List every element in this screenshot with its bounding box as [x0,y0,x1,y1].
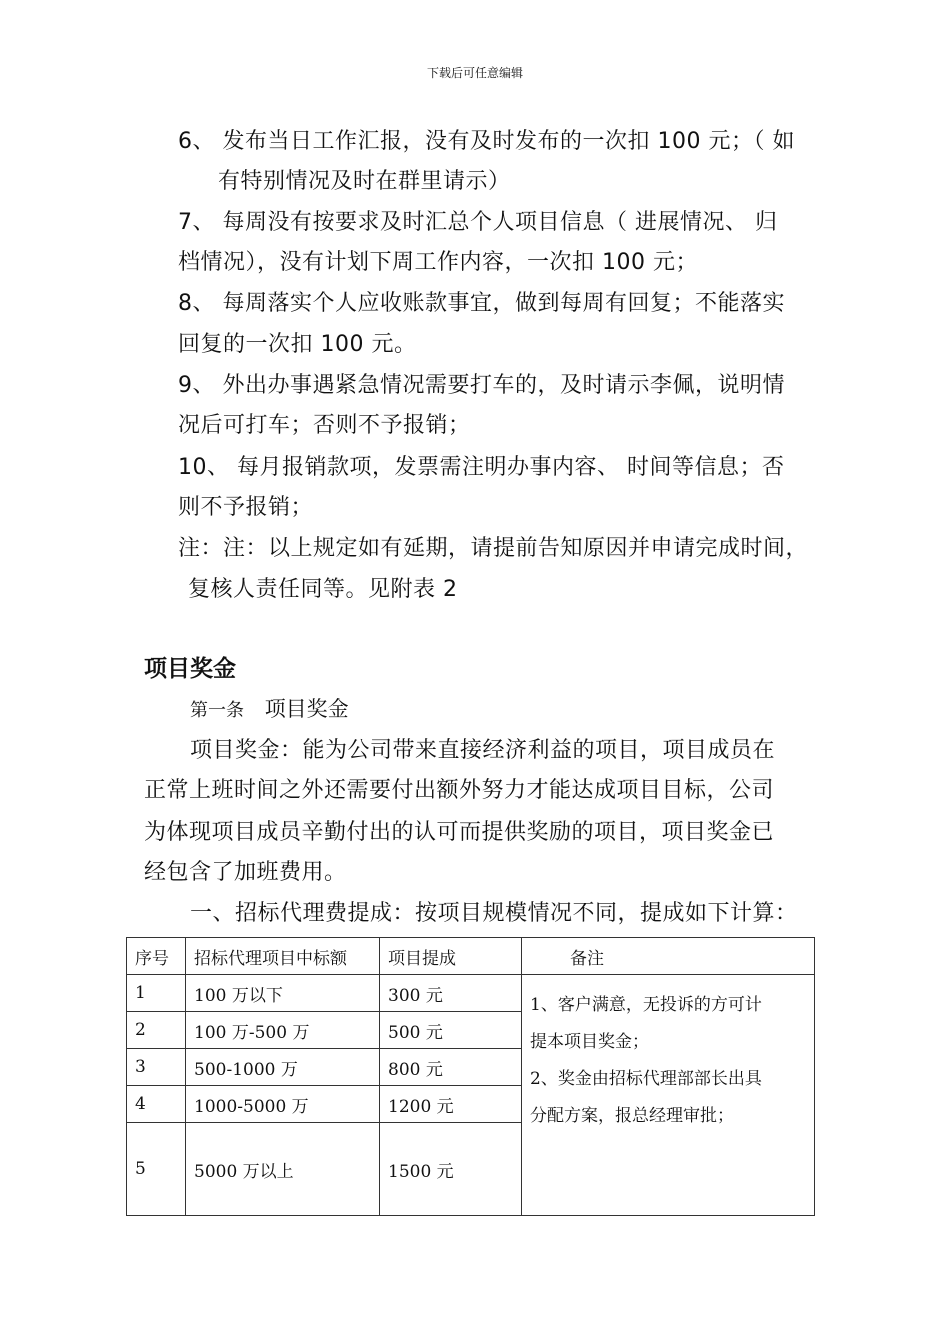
section-title: 项目奖金 [144,656,236,682]
article-label: 第一条 [190,700,244,721]
row-bid-amount: 5000 万以上 [186,1123,380,1216]
paragraph-line-3: 为体现项目成员辛勤付出的认可而提供奖励的项目，项目奖金已 [144,820,775,845]
row-bid-amount: 100 万-500 万 [186,1012,380,1049]
header-remarks: 备注 [522,938,815,975]
remark-line: 1、客户满意，无投诉的方可计 [530,995,762,1015]
row-index: 5 [127,1123,186,1216]
paragraph-line-4: 经包含了加班费用。 [144,860,347,885]
remarks-cell [522,975,815,1216]
rule-10-line-1: 10、 每月报销款项，发票需注明办事内容、 时间等信息；否 [178,455,785,480]
rule-9-line-1: 9、 外出办事遇紧急情况需要打车的，及时请示李佩，说明情 [178,373,785,398]
rule-6-line-1: 6、 发布当日工作汇报，没有及时发布的一次扣 100 元；（ 如 [178,129,795,154]
note-line-2: 复核人责任同等。见附表 2 [188,577,458,602]
note-line-1: 注：注：以上规定如有延期，请提前告知原因并申请完成时间， [178,536,809,561]
page-header: 下载后可任意编辑 [426,66,523,80]
article-heading [190,693,349,723]
row-bid-amount: 1000-5000 万 [186,1086,380,1123]
remark-line: 2、奖金由招标代理部部长出具 [530,1069,762,1089]
row-commission: 800 元 [380,1049,522,1086]
header-index: 序号 [127,938,186,975]
row-commission: 500 元 [380,1012,522,1049]
rule-10-line-2: 则不予报销； [178,495,314,520]
remark-line: 分配方案，报总经理审批； [530,1106,734,1126]
header-commission: 项目提成 [380,938,522,975]
article-title: 项目奖金 [264,697,349,721]
row-bid-amount: 100 万以下 [186,975,380,1012]
row-index: 1 [127,975,186,1012]
rule-8-line-1: 8、 每周落实个人应收账款事宜，做到每周有回复；不能落实 [178,291,785,316]
row-commission: 1500 元 [380,1123,522,1216]
row-commission: 300 元 [380,975,522,1012]
rule-7-line-2: 档情况），没有计划下周工作内容，一次扣 100 元； [178,250,698,275]
commission-table [126,937,815,1216]
table-row [127,975,815,1012]
table-header-row [127,938,815,975]
row-index: 2 [127,1012,186,1049]
header-bid-amount: 招标代理项目中标额 [186,938,380,975]
rule-9-line-2: 况后可打车；否则不予报销； [178,413,471,438]
row-index: 4 [127,1086,186,1123]
rule-8-line-2: 回复的一次扣 100 元。 [178,332,417,357]
rule-6-line-2: 有特别情况及时在群里请示） [218,169,511,194]
paragraph-line-2: 正常上班时间之外还需要付出额外努力才能达成项目目标，公司 [144,778,775,803]
paragraph-line-1: 项目奖金：能为公司带来直接经济利益的项目，项目成员在 [190,738,776,763]
subheading: 一、招标代理费提成：按项目规模情况不同，提成如下计算： [190,901,798,926]
remark-line: 提本项目奖金； [530,1032,649,1052]
row-bid-amount: 500-1000 万 [186,1049,380,1086]
row-index: 3 [127,1049,186,1086]
rule-7-line-1: 7、 每周没有按要求及时汇总个人项目信息（ 进展情况、 归 [178,210,778,235]
row-commission: 1200 元 [380,1086,522,1123]
